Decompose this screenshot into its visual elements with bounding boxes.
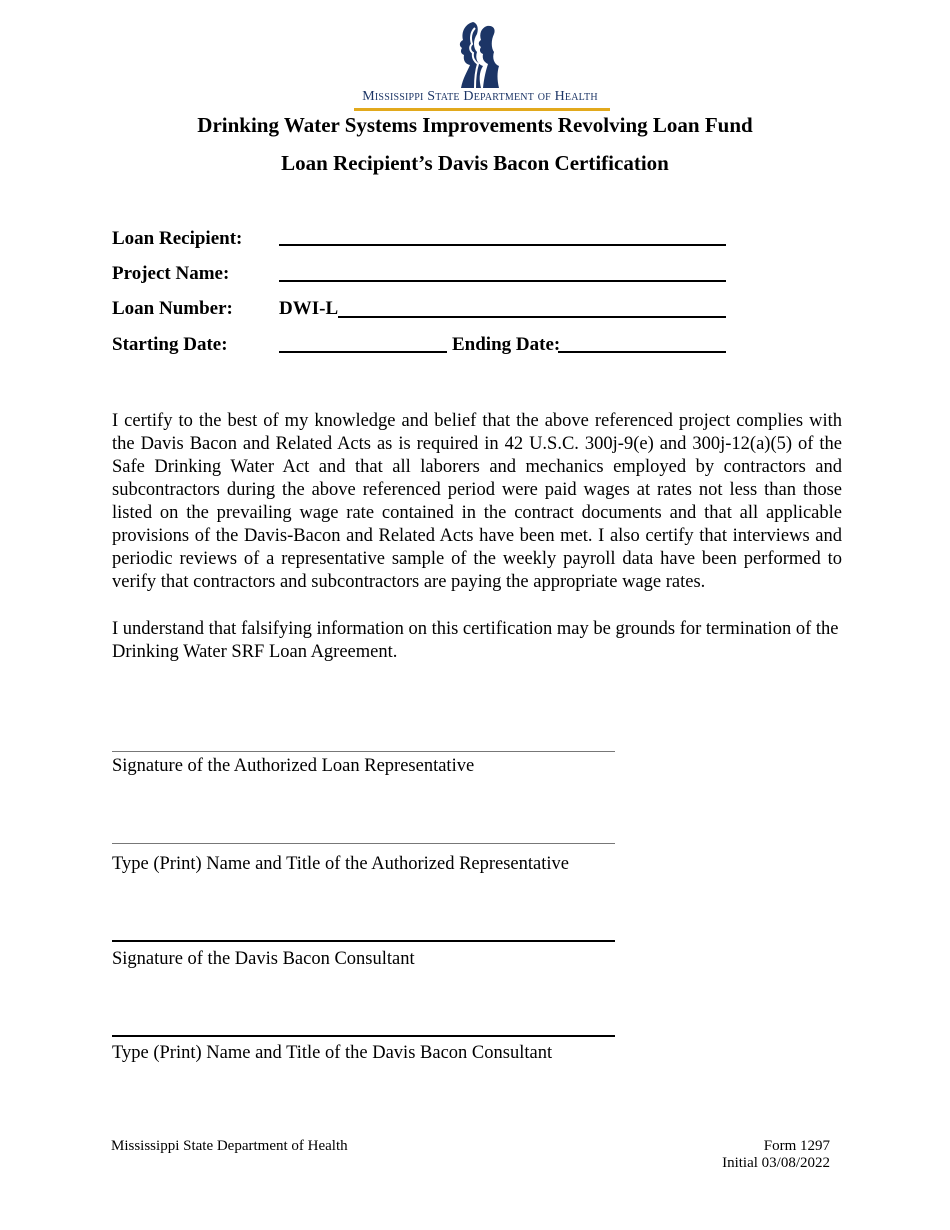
ending-date-field[interactable]	[558, 351, 726, 353]
project-name-field[interactable]	[279, 280, 726, 282]
authorized-name-line[interactable]	[112, 843, 615, 844]
starting-date-label: Starting Date:	[112, 334, 228, 355]
consultant-name-label: Type (Print) Name and Title of the Davis Bacon Consultant	[112, 1043, 553, 1063]
loan-recipient-field[interactable]	[279, 244, 726, 246]
form-subtitle: Loan Recipient’s Davis Bacon Certification	[281, 151, 669, 175]
certification-paragraph: I certify to the best of my knowledge and belief that the above referenced project complies with the Davis Bacon and Related Acts as is required in 42 U.S.C. 300j-9(e) and 300j-12(a)(5) of the Safe Drinking Water Act and that all laborers and mechanics employed by contractors and subcontractors during the above referenced period were paid wages at rates not less than those listed on the prevailing wage rate contained in the contract documents and that all applicable provisions of the Davis-Bacon and Related Acts have been met. I also certify that interviews and periodic reviews of a representative sample of the weekly payroll data have been performed to verify that contractors and subcontractors are paying the appropriate wage rates.	[112, 411, 842, 592]
ending-date-label: Ending Date:	[452, 334, 561, 355]
footer-initial-date: Initial 03/08/2022	[722, 1155, 830, 1171]
profiles-icon	[453, 20, 503, 90]
consultant-signature-line[interactable]	[112, 940, 615, 942]
falsification-paragraph: I understand that falsifying information on this certification may be grounds for termination of the Drinking Water SRF Loan Agreement.	[112, 619, 839, 662]
starting-date-field[interactable]	[279, 351, 447, 353]
consultant-signature-label: Signature of the Davis Bacon Consultant	[112, 949, 415, 969]
loan-number-prefix: DWI-L	[279, 298, 339, 319]
loan-number-label: Loan Number:	[112, 298, 233, 319]
msdh-logo	[345, 8, 621, 112]
form-title: Drinking Water Systems Improvements Revolving Loan Fund	[197, 113, 753, 137]
consultant-name-line[interactable]	[112, 1035, 615, 1037]
authorized-name-label: Type (Print) Name and Title of the Authorized Representative	[112, 854, 569, 874]
footer-agency: Mississippi State Department of Health	[111, 1138, 348, 1154]
loan-recipient-label: Loan Recipient:	[112, 228, 243, 249]
footer-form-number: Form 1297	[763, 1138, 830, 1154]
loan-number-field[interactable]	[338, 316, 726, 318]
authorized-signature-label: Signature of the Authorized Loan Representative	[112, 756, 475, 776]
logo-underline	[354, 108, 610, 111]
authorized-signature-line[interactable]	[112, 751, 615, 752]
project-name-label: Project Name:	[112, 263, 230, 284]
logo-text: Mississippi State Department of Health	[362, 89, 598, 104]
